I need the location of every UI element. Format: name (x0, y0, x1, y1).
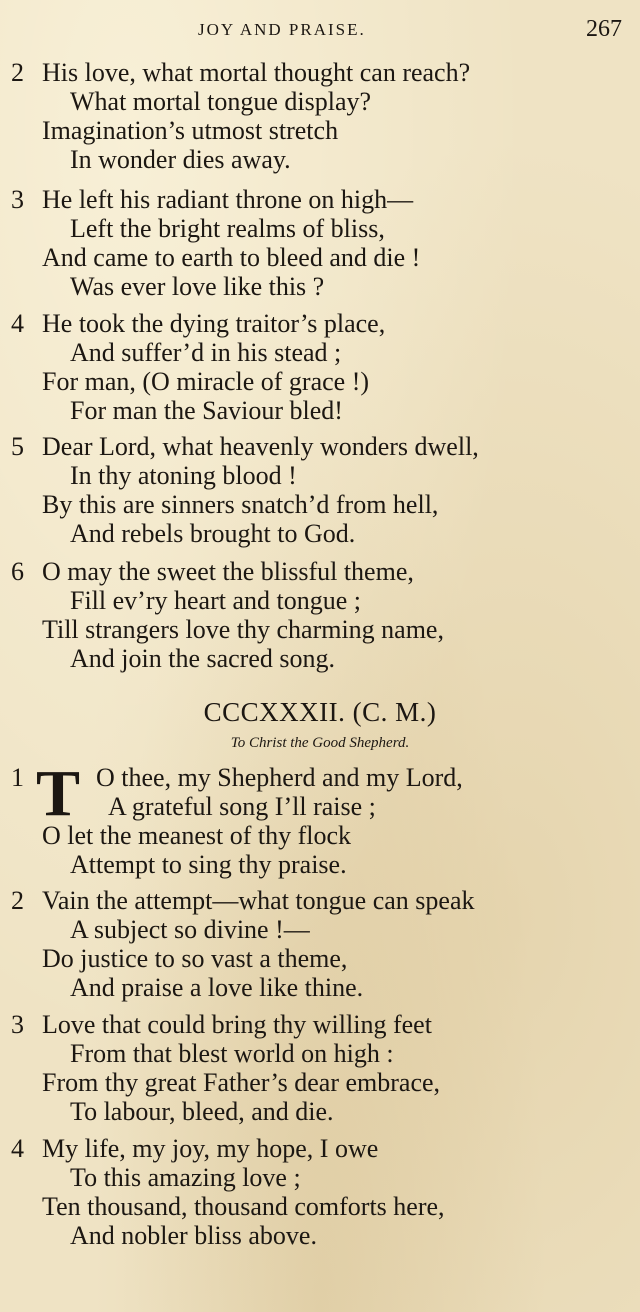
stanza-number: 5 (11, 432, 24, 461)
stanza-number: 4 (11, 1134, 24, 1163)
verse-line: Do justice to so vast a theme, (42, 944, 348, 973)
verse-line: And praise a love like thine. (70, 973, 364, 1002)
verse-line: He left his radiant throne on high— (42, 185, 414, 214)
verse-line: And rebels brought to God. (70, 519, 356, 548)
stanza-number: 3 (11, 185, 24, 214)
verse-line: A grateful song I’ll raise ; (108, 792, 376, 821)
page-number: 267 (586, 16, 622, 42)
verse-line: Love that could bring thy willing feet (42, 1010, 432, 1039)
verse-line: Dear Lord, what heavenly wonders dwell, (42, 432, 479, 461)
hymn-title: CCCXXXII. (C. M.) (203, 697, 437, 727)
stanza-number: 2 (11, 886, 24, 915)
verse-line: Fill ev’ry heart and tongue ; (70, 586, 361, 615)
verse-line: For man, (O miracle of grace !) (42, 367, 370, 396)
verse-line: And suffer’d in his stead ; (70, 338, 342, 367)
verse-line-first: O thee, my Shepherd and my Lord, (96, 763, 463, 792)
hymn-subtitle: To Christ the Good Shepherd. (230, 735, 410, 751)
verse-line: From that blest world on high : (70, 1039, 394, 1068)
verse-line: Was ever love like this ? (70, 272, 325, 301)
drop-cap: T (36, 757, 81, 830)
verse-line: A subject so divine !— (70, 915, 310, 944)
verse-line: In thy atoning blood ! (70, 461, 297, 490)
verse-line: For man the Saviour bled! (70, 396, 343, 425)
verse-line: Till strangers love thy charming name, (42, 615, 444, 644)
verse-line: Vain the attempt—what tongue can speak (42, 886, 475, 915)
stanza-number: 1 (11, 763, 24, 792)
stanza-number: 6 (11, 557, 24, 586)
verse-line: To this amazing love ; (70, 1163, 301, 1192)
stanza-number: 2 (11, 58, 24, 87)
verse-line: And join the sacred song. (70, 644, 336, 673)
verse-line: O let the meanest of thy flock (42, 821, 352, 850)
verse-line: And came to earth to bleed and die ! (42, 243, 421, 272)
stanza-number: 4 (11, 309, 24, 338)
verse-line: My life, my joy, my hope, I owe (42, 1134, 379, 1163)
stanza-number: 3 (11, 1010, 24, 1039)
running-head: JOY AND PRAISE. (198, 20, 366, 39)
verse-line: Attempt to sing thy praise. (70, 850, 347, 879)
verse-line: O may the sweet the blissful theme, (42, 557, 414, 586)
verse-line: His love, what mortal thought can reach? (42, 58, 471, 87)
verse-line: What mortal tongue display? (70, 87, 372, 116)
verse-line: Imagination’s utmost stretch (42, 116, 339, 145)
page-header (0, 16, 640, 46)
verse-line: By this are sinners snatch’d from hell, (42, 490, 439, 519)
verse-line: He took the dying traitor’s place, (42, 309, 386, 338)
verse-line: Left the bright realms of bliss, (70, 214, 385, 243)
verse-line: And nobler bliss above. (70, 1221, 317, 1250)
verse-line: Ten thousand, thousand comforts here, (42, 1192, 445, 1221)
verse-line: From thy great Father’s dear embrace, (42, 1068, 441, 1097)
verse-line: To labour, bleed, and die. (70, 1097, 334, 1126)
verse-line: In wonder dies away. (70, 145, 291, 174)
